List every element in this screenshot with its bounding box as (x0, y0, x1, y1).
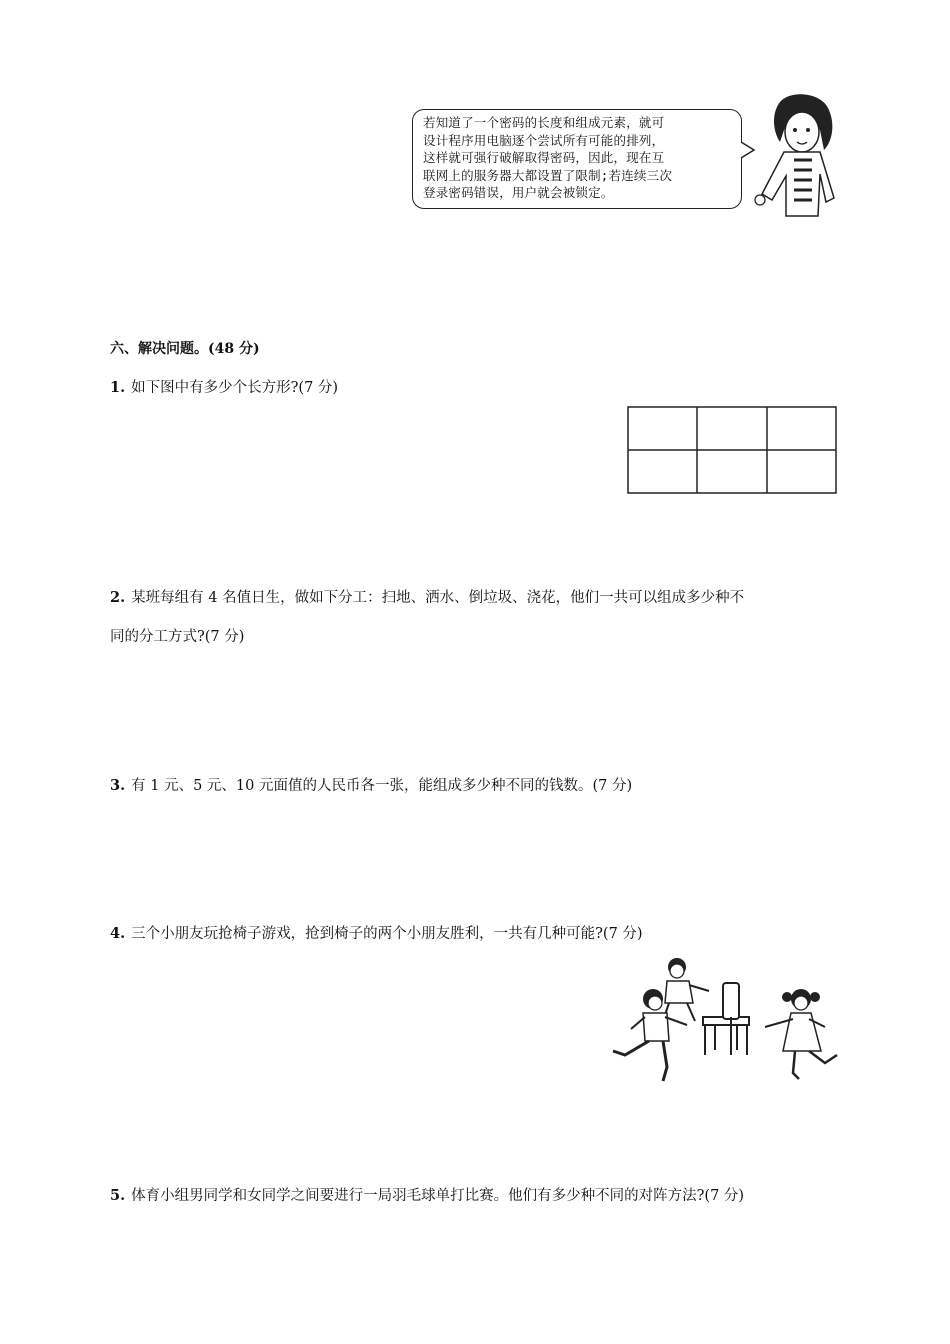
chair-game-illustration (605, 955, 845, 1090)
bubble-line: 联网上的服务器大都设置了限制;若连续三次 (423, 167, 673, 183)
question-3 (110, 774, 632, 795)
teacher-illustration (750, 90, 845, 220)
question-text-line2: 同的分工方式?(7 分) (110, 629, 245, 645)
bubble-line: 这样就可强行破解取得密码，因此，现在互 (423, 150, 665, 165)
speech-bubble-text (423, 114, 741, 202)
question-2-continuation (110, 625, 244, 646)
bubble-line: 登录密码错误，用户就会被锁定。 (423, 185, 614, 200)
question-number: 1. (110, 379, 126, 396)
bubble-line: 若知道了一个密码的长度和组成元素，就可 (423, 115, 665, 130)
question-4 (110, 922, 643, 943)
bubble-line: 设计程序用电脑逐个尝试所有可能的排列， (423, 132, 665, 148)
question-number: 2. (110, 589, 126, 606)
rectangle-grid-figure (627, 406, 839, 496)
question-5 (110, 1184, 744, 1205)
question-text: 三个小朋友玩抢椅子游戏，抢到椅子的两个小朋友胜利，一共有几种可能?(7 分) (131, 926, 643, 942)
question-1 (110, 376, 338, 397)
question-number: 5. (110, 1187, 126, 1204)
question-text: 有 1 元、5 元、10 元面值的人民币各一张，能组成多少种不同的钱数。(7 分) (131, 778, 633, 794)
question-text: 如下图中有多少个长方形?(7 分) (131, 380, 339, 396)
section-title: 六、解决问题。(48 分) (110, 341, 260, 357)
question-text-line1: 某班每组有 4 名值日生，做如下分工：扫地、洒水、倒垃圾、浇花，他们一共可以组成多少种不 (131, 590, 745, 606)
question-number: 4. (110, 925, 126, 942)
question-2 (110, 586, 744, 607)
question-number: 3. (110, 777, 126, 794)
question-text: 体育小组男同学和女同学之间要进行一局羽毛球单打比赛。他们有多少种不同的对阵方法?(7 分) (131, 1188, 745, 1204)
